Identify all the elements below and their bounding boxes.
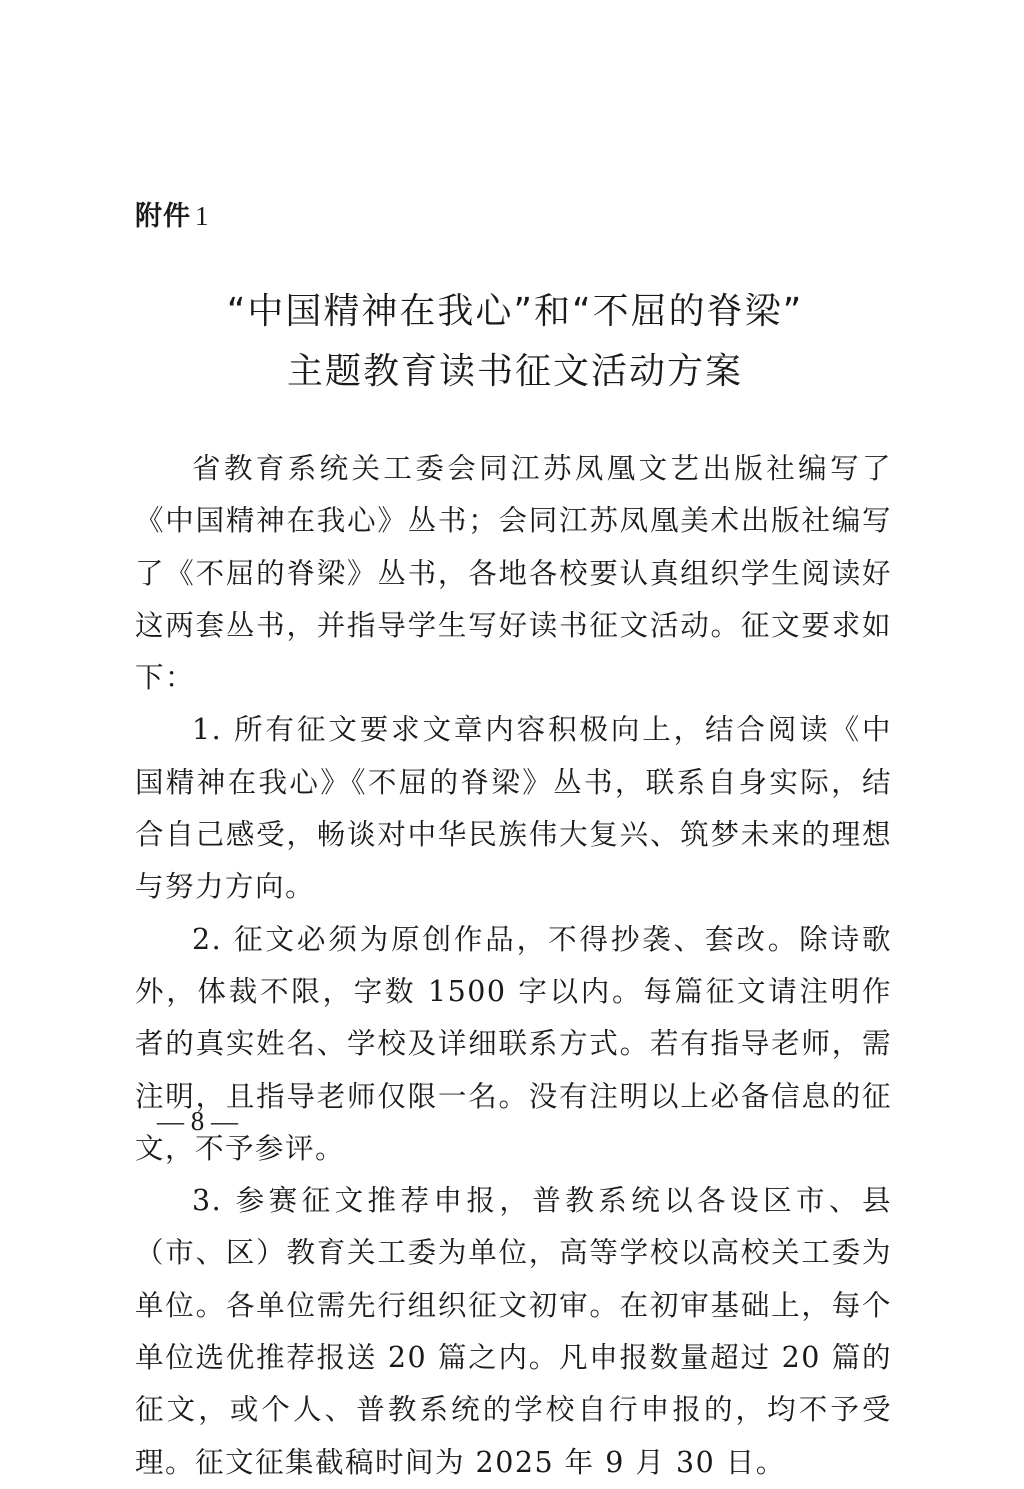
document-body <box>135 443 892 1489</box>
intro-paragraph: 省教育系统关工委会同江苏凤凰文艺出版社编写了《中国精神在我心》丛书；会同江苏凤凰美术出版社编写了《不屈的脊梁》丛书，各地各校要认真组织学生阅读好这两套丛书，并指导学生写好读书征文活动。征文要求如下： <box>135 452 892 695</box>
attachment-number: 1 <box>195 201 210 231</box>
attachment-label-text: 附件 <box>135 201 191 232</box>
document-title-line-2: 主题教育读书征文活动方案 <box>286 351 743 392</box>
requirement-2-paragraph: 2. 征文必须为原创作品，不得抄袭、套改。除诗歌外，体裁不限，字数 1500 字以内。每篇征文请注明作者的真实姓名、学校及详细联系方式。若有指导老师，需注明，且指导老师仅限一名。没有注明以上必备信息的征文，不予参评。 <box>135 922 892 1165</box>
requirement-1-paragraph: 1. 所有征文要求文章内容积极向上，结合阅读《中国精神在我心》《不屈的脊梁》丛书，联系自身实际，结合自己感受，畅谈对中华民族伟大复兴、筑梦未来的理想与努力方向。 <box>135 713 892 904</box>
page-number: — 8 — <box>157 1106 238 1136</box>
document-title-line-1: “中国精神在我心”和“不屈的脊梁” <box>226 291 804 332</box>
requirement-3-paragraph: 3. 参赛征文推荐申报，普教系统以各设区市、县（市、区）教育关工委为单位，高等学校以高校关工委为单位。各单位需先行组织征文初审。在初审基础上，每个单位选优推荐报送 20 篇之内。凡申报数量超过 20 篇的征文，或个人、普教系统的学校自行申报的，均不予受理。征文征集截稿时间为 2025 年 9 月 30 日。 <box>135 1184 892 1479</box>
attachment-label <box>135 194 210 233</box>
